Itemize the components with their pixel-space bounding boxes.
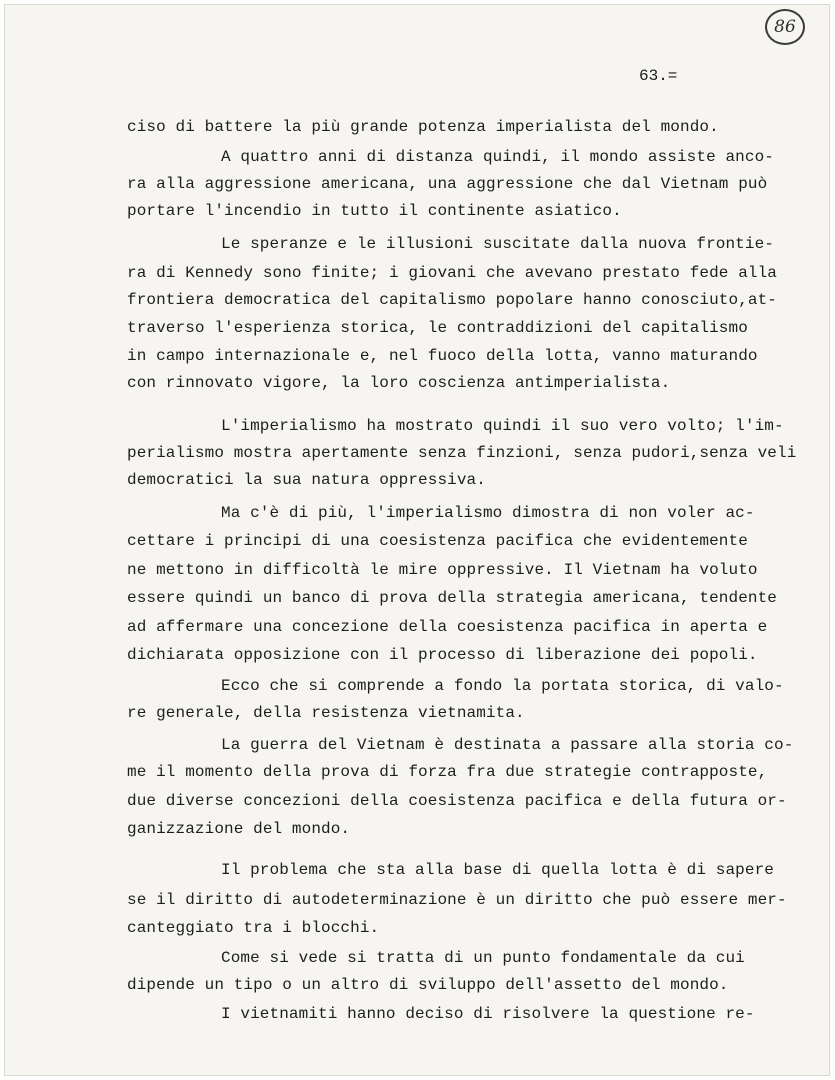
text-line: ganizzazione del mondo. — [127, 820, 351, 838]
text-line: due diverse concezioni della coesistenza pacifica e della futura or- — [127, 792, 787, 810]
text-line: ciso di battere la più grande potenza imperialista del mondo. — [127, 118, 719, 136]
text-line: L'imperialismo ha mostrato quindi il suo vero volto; l'im- — [221, 417, 784, 435]
text-line: I vietnamiti hanno deciso di risolvere la questione re- — [221, 1005, 755, 1023]
text-line: Il problema che sta alla base di quella lotta è di sapere — [221, 861, 774, 879]
text-line: La guerra del Vietnam è destinata a passare alla storia co- — [221, 736, 794, 754]
text-line: portare l'incendio in tutto il continente asiatico. — [127, 202, 622, 220]
text-line: dipende un tipo o un altro di sviluppo dell'assetto del mondo. — [127, 976, 729, 994]
text-line: re generale, della resistenza vietnamita. — [127, 704, 525, 722]
text-line: con rinnovato vigore, la loro coscienza antimperialista. — [127, 374, 671, 392]
archive-stamp: 86 — [765, 9, 805, 45]
text-line: canteggiato tra i blocchi. — [127, 919, 380, 937]
text-line: ra di Kennedy sono finite; i giovani che avevano prestato fede alla — [127, 264, 778, 282]
text-line: me il momento della prova di forza fra due strategie contrapposte, — [127, 763, 768, 781]
text-line: traverso l'esperienza storica, le contraddizioni del capitalismo — [127, 319, 748, 337]
text-line: essere quindi un banco di prova della strategia americana, tendente — [127, 589, 778, 607]
text-line: A quattro anni di distanza quindi, il mondo assiste anco- — [221, 148, 774, 166]
text-line: Come si vede si tratta di un punto fondamentale da cui — [221, 949, 745, 967]
text-line: frontiera democratica del capitalismo popolare hanno conosciuto,at- — [127, 291, 778, 309]
text-line: Ecco che si comprende a fondo la portata storica, di valo- — [221, 677, 784, 695]
text-line: ne mettono in difficoltà le mire oppressive. Il Vietnam ha voluto — [127, 561, 758, 579]
text-line: ad affermare una concezione della coesistenza pacifica in aperta e — [127, 618, 768, 636]
text-line: Le speranze e le illusioni suscitate dalla nuova frontie- — [221, 235, 774, 253]
document-page — [4, 4, 830, 1076]
text-line: in campo internazionale e, nel fuoco della lotta, vanno maturando — [127, 347, 758, 365]
text-line: dichiarata opposizione con il processo di liberazione dei popoli. — [127, 646, 758, 664]
text-line: se il diritto di autodeterminazione è un diritto che può essere mer- — [127, 891, 787, 909]
text-line: ra alla aggressione americana, una aggressione che dal Vietnam può — [127, 175, 768, 193]
page-number: 63.= — [639, 67, 678, 85]
text-line: democratici la sua natura oppressiva. — [127, 471, 486, 489]
text-line: perialismo mostra apertamente senza finzioni, senza pudori,senza veli — [127, 444, 797, 462]
text-line: Ma c'è di più, l'imperialismo dimostra di non voler ac- — [221, 504, 755, 522]
text-line: cettare i principi di una coesistenza pacifica che evidentemente — [127, 532, 748, 550]
